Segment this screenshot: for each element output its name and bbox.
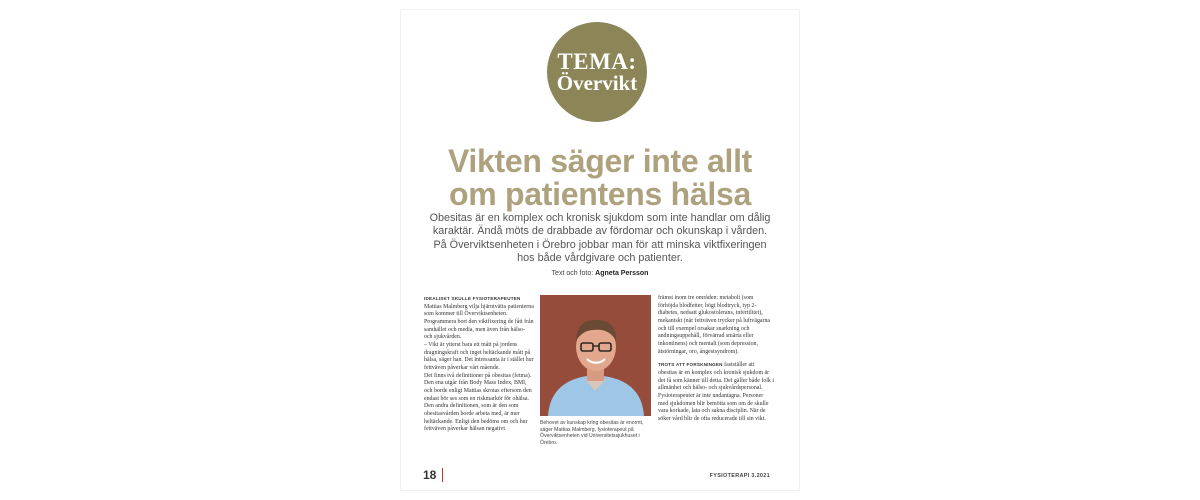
body-column-1 — [424, 295, 534, 434]
paragraph: – Vikt är ytterst bara ett mått på jordens dragningskraft och inget heltäckande mått på hälsa, säger han. Det intressanta är i stället hur fettväven påverkar vårt mående. — [424, 341, 534, 371]
photo-caption: Behovet av kunskap kring obesitas är enormt, säger Mattias Malmberg, fysioterapeut på Överviktsenheten vid Universitetssjukhuset i Örebro. — [540, 420, 644, 446]
lead-line-4: hos både vårdgivare och patienter. — [517, 251, 683, 264]
byline-author: Agneta Persson — [595, 270, 649, 277]
lead-in: TROTS ATT FORSKNINGEN — [658, 362, 723, 368]
badge-title: TEMA: — [557, 49, 637, 74]
paragraph — [424, 295, 534, 342]
portrait-illustration — [540, 295, 651, 416]
publication-name: FYSIOTERAPI 3.2021 — [709, 473, 770, 479]
paragraph-text: Mattias Malmberg vilja hjärntvätta patienterna som kommer till Överviktsenheten. Programmera bort den viktfixering de fått från samhället och media, men även från hälso- och sjukvården. — [424, 303, 534, 341]
headline-line-2: om patientens hälsa — [449, 176, 751, 212]
paragraph — [658, 361, 774, 423]
paragraph-text: fastställer att obesitas är en komplex och kronisk sjukdom är det få som känner till detta. Det gäller både folk i allmänhet och hälso- och sjukvårdspersonal. Fysioterapeuter är inte undantagna. Personer med sjukdomen blir bemötta som om de skulle vara korkade, lata och sakna disciplin. När de söker vård blir de ofta reducerade till sin vikt. — [658, 362, 774, 422]
lead-line-1: Obesitas är en komplex och kronisk sjukdom som inte handlar om dålig — [429, 212, 771, 224]
body-column-3 — [658, 295, 774, 424]
byline-label: Text och foto: — [551, 270, 594, 277]
paragraph: främst inom tre områden: metabolt (som förhöjda blodfetter, högt blodtryck, typ 2-diabetes, nedsatt glukostolerans, infertilitet), mekaniskt (när fettväven trycker på luftvägarna och till exempel orsakar snarkning och andningsuppehåll, förvärrad smärta eller inkontinens) och mentalt (som depression, ätstörningar, oro, ångestsyndrom). — [658, 295, 771, 355]
lead-line-2: karaktär. Ändå möts de drabbade av fördomar och okunskap i vården. — [432, 225, 768, 238]
footer-accent-bar — [442, 468, 443, 482]
article-lead — [425, 212, 775, 265]
paragraph: Det finns två definitioner på obesitas (fetma). Den ena utgår från Body Mass Index, BMI, och borde enligt Mattias skrotas eftersom den endast bör ses som en riskmarkör för ohälsa. Den andra definitionen, som är den som obesitasvården borde arbeta med, är mer heltäckande. Enligt den bedöms om och hur fettväven påverkar hälsan negativt — [424, 372, 532, 433]
badge-subtitle: Övervikt — [556, 71, 638, 95]
page-number: 18 — [423, 468, 437, 482]
theme-badge — [547, 22, 647, 122]
lead-in: IDEALISKT SKULLE FYSIOTERAPEUTEN — [424, 296, 521, 301]
portrait-photo — [540, 295, 651, 416]
lead-line-3: På Överviktsenheten i Örebro jobbar man för att minska viktfixeringen — [433, 238, 767, 251]
headline-line-1: Vikten säger inte allt — [447, 143, 753, 179]
article-headline — [405, 145, 795, 211]
byline — [400, 270, 800, 277]
